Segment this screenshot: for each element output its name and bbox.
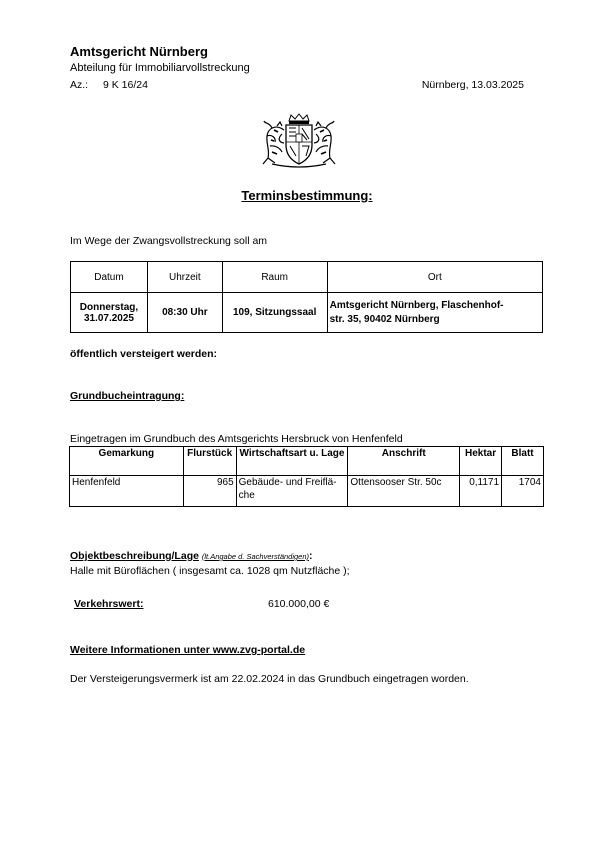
table-header-row — [70, 447, 544, 476]
cell-datum-date: 31.07.2025 — [83, 312, 134, 324]
header-ort: Ort — [327, 262, 542, 293]
cell-datum — [71, 293, 148, 333]
cell-ort-line1: Amtsgericht Nürnberg, Flaschenhof- — [329, 299, 504, 311]
table-header-row — [71, 262, 543, 293]
cell-flurstueck: 965 — [183, 476, 236, 507]
cell-hektar: 0,1171 — [460, 476, 502, 507]
page-title: Terminsbestimmung: — [241, 188, 373, 203]
cell-blatt: 1704 — [502, 476, 544, 507]
header-anschrift: Anschrift — [348, 447, 460, 476]
intro-text: Im Wege der Zwangsvollstreckung soll am — [70, 235, 268, 247]
header-raum: Raum — [222, 262, 327, 293]
header-wirtschaftsart: Wirtschaftsart u. Lage — [236, 447, 348, 476]
place-and-date: Nürnberg, 13.03.2025 — [421, 79, 524, 91]
file-number: 9 K 16/24 — [103, 79, 148, 91]
header-gemarkung: Gemarkung — [70, 447, 184, 476]
table-row — [71, 293, 543, 333]
cell-datum-weekday: Donnerstag, — [79, 301, 139, 313]
land-register-heading: Grundbucheintragung: — [70, 390, 185, 402]
header-datum: Datum — [71, 262, 148, 293]
appointment-table — [70, 261, 543, 333]
land-register-intro: Eingetragen im Grundbuch des Amtsgerichts Hersbruck von Henfenfeld — [70, 433, 403, 445]
object-description-heading — [70, 550, 313, 562]
more-info-link[interactable]: Weitere Informationen unter www.zvg-portal.de — [70, 644, 306, 656]
auction-note: Der Versteigerungsvermerk ist am 22.02.2024 in das Grundbuch eingetragen worden. — [70, 673, 469, 685]
market-value-label: Verkehrswert: — [74, 598, 144, 610]
auction-statement: öffentlich versteigert werden: — [70, 348, 218, 360]
court-name: Amtsgericht Nürnberg — [70, 44, 208, 59]
department-name: Abteilung für Immobiliarvollstreckung — [70, 62, 250, 74]
cell-anschrift: Ottensooser Str. 50c — [348, 476, 460, 507]
table-row — [70, 476, 544, 507]
header-hektar: Hektar — [460, 447, 502, 476]
cell-wirtschaftsart: Gebäude- und Freiflä-che — [236, 476, 348, 507]
header-uhrzeit: Uhrzeit — [147, 262, 222, 293]
cell-raum: 109, Sitzungssaal — [222, 293, 327, 333]
file-number-label: Az.: — [70, 79, 89, 91]
market-value: 610.000,00 € — [268, 598, 330, 610]
cell-ort — [327, 293, 542, 333]
cell-uhrzeit: 08:30 Uhr — [147, 293, 222, 333]
cell-gemarkung: Henfenfeld — [70, 476, 184, 507]
object-description-colon: : — [309, 550, 313, 562]
header-flurstueck: Flurstück — [183, 447, 236, 476]
header-blatt: Blatt — [502, 447, 544, 476]
land-register-table — [69, 446, 544, 507]
cell-ort-line2: str. 35, 90402 Nürnberg — [329, 313, 440, 325]
object-description-note: (lt.Angabe d. Sachverständigen) — [201, 552, 310, 561]
bavarian-coat-of-arms-icon — [262, 112, 336, 168]
object-description-title: Objektbeschreibung/Lage — [70, 550, 199, 562]
object-description: Halle mit Büroflächen ( insgesamt ca. 1028 qm Nutzfläche ); — [70, 565, 350, 577]
